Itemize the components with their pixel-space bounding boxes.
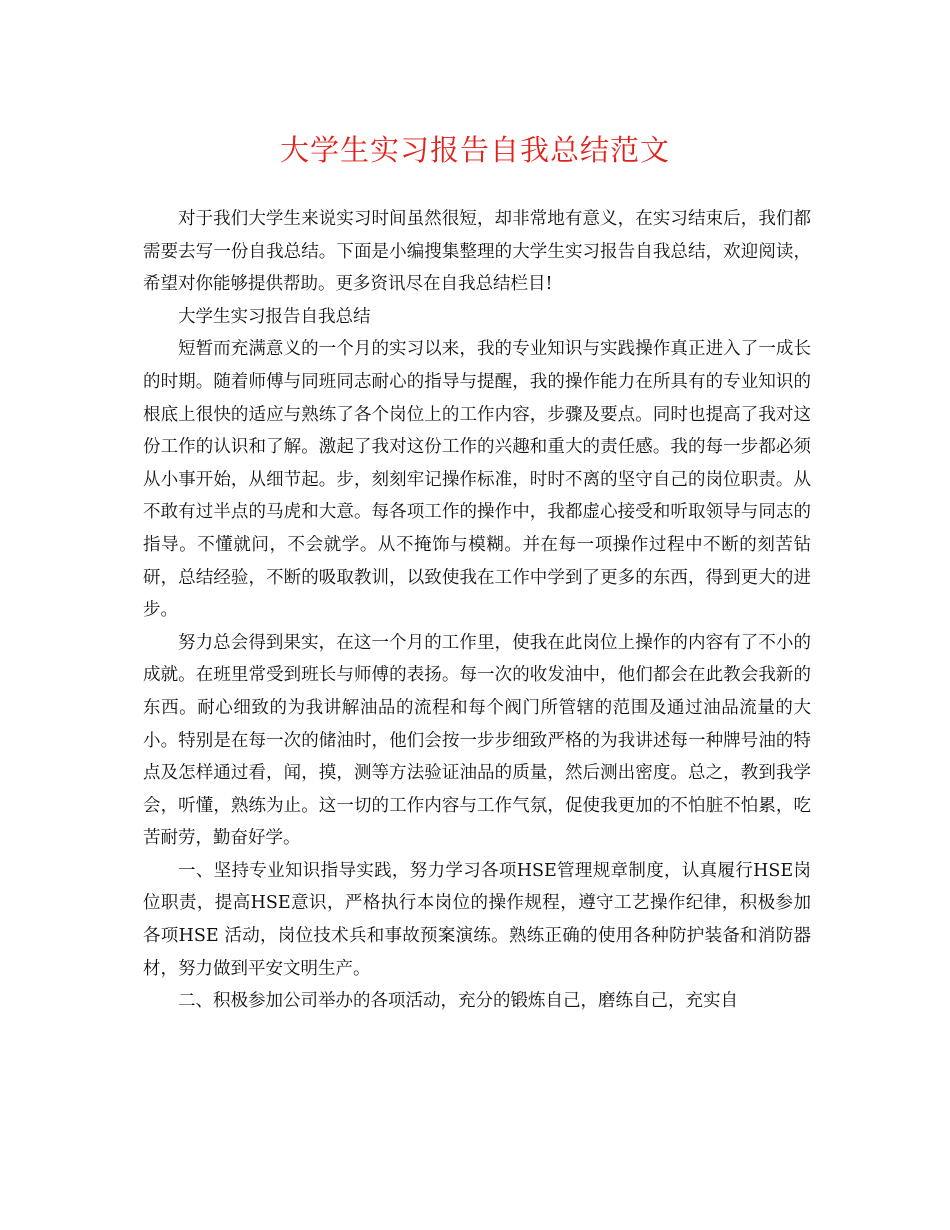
page-title: 大学生实习报告自我总结范文 [279,133,670,167]
document-body [143,203,811,1018]
paragraph-list-item: 二、积极参加公司举办的各项活动，充分的锻炼自己，磨练自己，充实自 [178,991,738,1012]
paragraph-intro: 对于我们大学生来说实习时间虽然很短，却非常地有意义，在实习结束后，我们都需要去写一份自我总结。下面是小编搜集整理的大学生实习报告自我总结，欢迎阅读，希望对你能够提供帮助。更多资讯尽在自我总结栏目! [143,209,811,295]
paragraph-list-item: 一、坚持专业知识指导实践，努力学习各项HSE管理规章制度，认真履行HSE岗位职责，提高HSE意识，严格执行本岗位的操作规程，遵守工艺操作纪律，积极参加各项HSE 活动，岗位技术兵和事故预案演练。熟练正确的使用各种防护装备和消防器材，努力做到平安文明生产。 [143,860,811,979]
section-heading: 大学生实习报告自我总结 [178,306,371,327]
paragraph-body: 短暂而充满意义的一个月的实习以来，我的专业知识与实践操作真正进入了一成长的时期。随着师傅与同班同志耐心的指导与提醒，我的操作能力在所具有的专业知识的根底上很快的适应与熟练了各个岗位上的工作内容，步骤及要点。同时也提高了我对这份工作的认识和了解。激起了我对这份工作的兴趣和重大的责任感。我的每一步都必须从小事开始，从细节起。步，刻刻牢记操作标准，时时不离的坚守自己的岗位职责。从不敢有过半点的马虎和大意。每各项工作的操作中，我都虚心接受和听取领导与同志的指导。不懂就问，不会就学。从不掩饰与模糊。并在每一项操作过程中不断的刻苦钻研，总结经验，不断的吸取教训，以致使我在工作中学到了更多的东西，得到更大的进步。 [143,339,811,621]
paragraph-body: 努力总会得到果实，在这一个月的工作里，使我在此岗位上操作的内容有了不小的成就。在班里常受到班长与师傅的表扬。每一次的收发油中，他们都会在此教会我新的东西。耐心细致的为我讲解油品的流程和每个阀门所管辖的范围及通过油品流量的大小。特别是在每一次的储油时，他们会按一步步细致严格的为我讲述每一种牌号油的特点及怎样通过看，闻，摸，测等方法验证油品的质量，然后测出密度。总之，教到我学会，听懂，熟练为止。这一切的工作内容与工作气氛，促使我更加的不怕脏不怕累，吃苦耐劳，勤奋好学。 [143,632,811,849]
